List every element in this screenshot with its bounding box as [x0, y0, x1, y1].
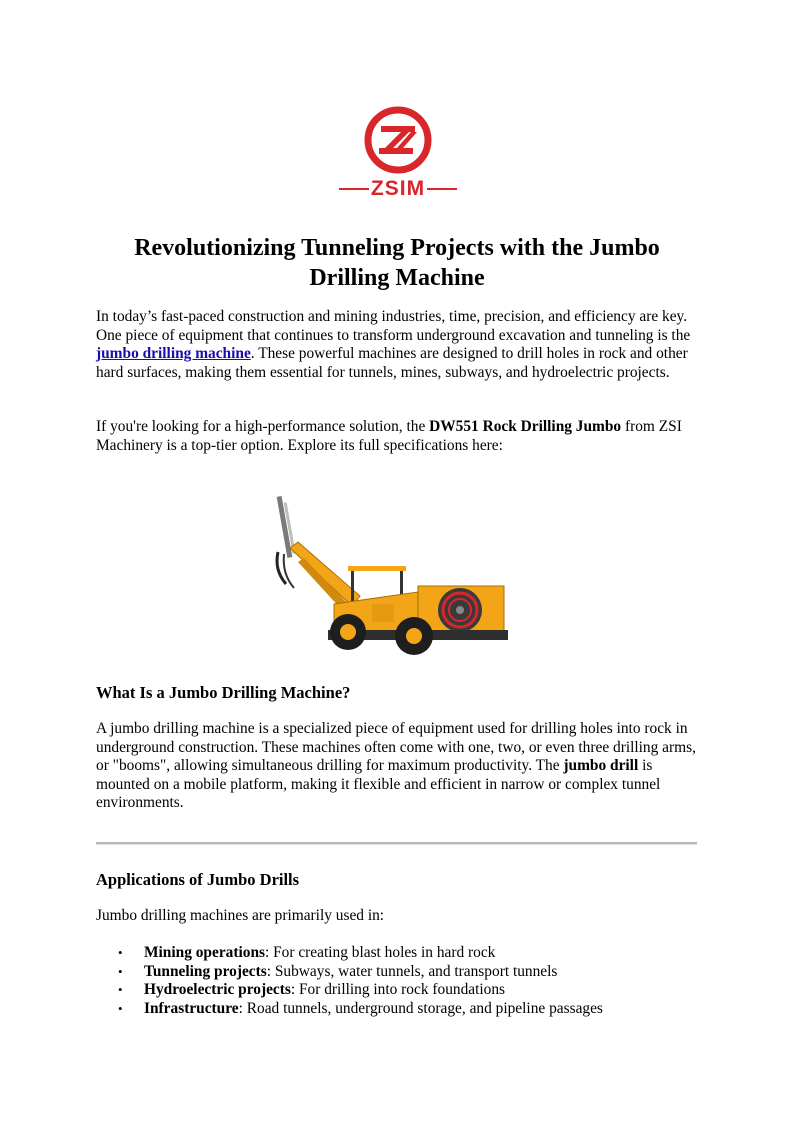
intro-text-before: In today’s fast-paced construction and mining industries, time, precision, and efficiency are key. One piece of equipment that continues to transform underground excavation and tunneling is the	[96, 308, 691, 344]
bullet-icon: •	[118, 945, 123, 960]
what-text-before: A jumbo drilling machine is a specialized piece of equipment used for drilling holes into rock in underground construction. These machines often come with one, two, or even three drilling arms, or "booms", allowing simultaneous drilling for maximum productivity. The	[96, 720, 696, 775]
list-item-desc: : Subways, water tunnels, and transport tunnels	[266, 962, 558, 980]
applications-intro: Jumbo drilling machines are primarily used in:	[96, 907, 385, 924]
list-item-term: Mining operations	[144, 944, 265, 961]
heading-applications: Applications of Jumbo Drills	[96, 870, 300, 889]
zsim-logo	[333, 104, 463, 204]
product-text-before: If you're looking for a high-performance solution, the	[96, 418, 430, 435]
product-text-after: from ZSI Machinery is a top-tier option. Explore its full specifications here:	[96, 418, 682, 454]
what-text-after: is mounted on a mobile platform, making it flexible and efficient in narrow or complex tunnel environments.	[96, 757, 661, 812]
list-item	[96, 981, 706, 1000]
dw551-machine-image	[268, 492, 512, 662]
list-item-term: Hydroelectric projects	[144, 981, 291, 999]
list-item-desc: : For creating blast holes in hard rock	[265, 944, 496, 961]
list-item-term: Infrastructure	[144, 999, 239, 1017]
intro-paragraph	[96, 308, 706, 382]
intro-text-after: . These powerful machines are designed to drill holes in rock and other hard surfaces, making them essential for tunnels, mines, subways, and hydroelectric projects.	[96, 345, 688, 381]
list-item-term: Tunneling projects	[144, 962, 267, 980]
bullet-icon: •	[118, 1000, 123, 1016]
list-item-desc: : Road tunnels, underground storage, and pipeline passages	[238, 999, 603, 1017]
product-paragraph	[96, 418, 706, 455]
bullet-icon: •	[118, 982, 123, 998]
product-name: DW551 Rock Drilling Jumbo	[429, 418, 622, 435]
logo-brand-text: ZSIM	[370, 177, 426, 200]
jumbo-drill-term: jumbo drill	[563, 757, 639, 775]
list-item	[96, 944, 706, 963]
bullet-icon: •	[118, 963, 123, 979]
section-divider	[96, 842, 697, 845]
list-item-desc: : For drilling into rock foundations	[290, 981, 506, 999]
list-item	[96, 963, 706, 982]
list-item	[96, 1000, 706, 1019]
applications-list	[96, 944, 706, 1018]
heading-what-is: What Is a Jumbo Drilling Machine?	[96, 683, 351, 702]
what-is-paragraph	[96, 720, 706, 813]
rock-drilling-jumbo-icon	[268, 492, 512, 662]
jumbo-drilling-machine-link[interactable]: jumbo drilling machine	[96, 345, 251, 363]
page-title: Revolutionizing Tunneling Projects with the Jumbo Drilling Machine	[134, 235, 660, 291]
